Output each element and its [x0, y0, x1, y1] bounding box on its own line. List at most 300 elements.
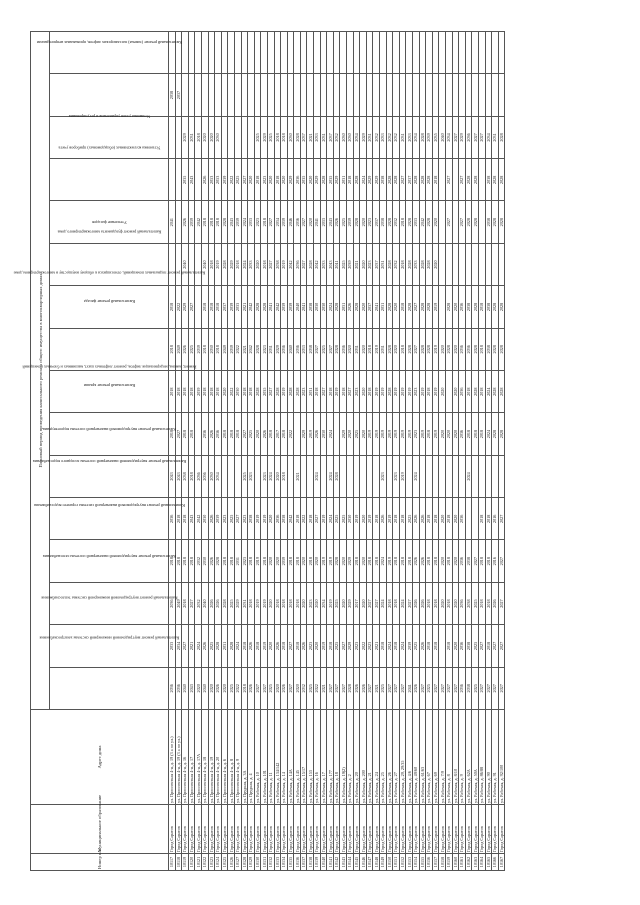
row-year-cell: 2018 [215, 201, 222, 243]
row-year-cell: 2027 [445, 201, 452, 243]
row-year-cell: 2018 [294, 582, 301, 624]
row-year-cell: 2018 [169, 540, 176, 582]
row-year-cell: 2020 [360, 582, 367, 624]
row-year-cell: 2032 [195, 582, 202, 624]
table-row [234, 32, 241, 871]
row-year-cell: 2019 [254, 498, 261, 540]
row-year-cell [188, 74, 195, 116]
row-year-cell: 2036 [169, 582, 176, 624]
row-year-cell: 2027 [472, 116, 479, 158]
row-year-cell [452, 74, 459, 116]
row-year-cell [300, 455, 307, 497]
row-year-cell: 2020 [452, 625, 459, 667]
row-year-cell: 2038 [485, 159, 492, 201]
row-year-cell: 2033 [412, 243, 419, 285]
row-year-cell [478, 159, 485, 201]
row-year-cell: 2028 [492, 159, 499, 201]
row-year-cell: 2020 [393, 328, 400, 370]
row-year-cell [208, 32, 215, 74]
row-year-cell: 2042 [287, 498, 294, 540]
row-year-cell: 2020 [307, 201, 314, 243]
row-year-cell [472, 455, 479, 497]
row-municipality: Город Саратов [307, 805, 314, 854]
row-year-cell [314, 74, 321, 116]
row-municipality: Город Саратов [267, 805, 274, 854]
row-year-cell: 2028 [472, 286, 479, 328]
row-year-cell: 2026 [412, 540, 419, 582]
row-year-cell [234, 455, 241, 497]
row-year-cell: 2028 [386, 371, 393, 413]
row-year-cell: 2027 [452, 667, 459, 709]
row-year-cell: 2018 [208, 201, 215, 243]
row-year-cell: 2028 [406, 201, 413, 243]
col-header-label: Капитальный ремонт подвальных помещений, относящихся к общему имуществу в многоквартирном доме [13, 270, 205, 276]
row-year-cell: 2018 [228, 413, 235, 455]
row-year-cell: 2042 [195, 201, 202, 243]
row-municipality: Город Саратов [419, 805, 426, 854]
row-year-cell: 2039 [195, 371, 202, 413]
row-year-cell: 2020 [300, 540, 307, 582]
table-row [360, 32, 367, 871]
row-year-cell: 2027 [498, 667, 505, 709]
table-row [175, 32, 182, 871]
col-header-label: Капитальный ремонт фундамента многоквартирного дома [57, 229, 161, 235]
row-year-cell: 2018 [399, 286, 406, 328]
row-number: 10160 [452, 854, 459, 871]
row-year-cell: 2036 [465, 116, 472, 158]
row-year-cell: 2028 [492, 413, 499, 455]
row-year-cell: 2018 [169, 413, 176, 455]
row-year-cell: 2018 [366, 328, 373, 370]
row-year-cell: 2029 [373, 159, 380, 201]
row-year-cell: 2018 [274, 116, 281, 158]
row-year-cell: 2020 [452, 582, 459, 624]
row-year-cell [459, 243, 466, 285]
row-year-cell [221, 74, 228, 116]
table-row [320, 32, 327, 871]
row-number: 10141 [327, 854, 334, 871]
row-year-cell [380, 32, 387, 74]
row-year-cell: 2027 [314, 498, 321, 540]
row-year-cell: 2020 [208, 116, 215, 158]
row-year-cell: 2027 [287, 667, 294, 709]
row-year-cell: 2019 [215, 243, 222, 285]
row-year-cell: 2026 [281, 667, 288, 709]
table-row [439, 32, 446, 871]
row-year-cell: 2036 [459, 328, 466, 370]
row-number: 10154 [412, 854, 419, 871]
row-year-cell: 2028 [492, 286, 499, 328]
row-year-cell [380, 74, 387, 116]
table-body [169, 32, 505, 871]
col-header-work-type [50, 371, 169, 413]
row-year-cell [333, 413, 340, 455]
row-year-cell: 2027 [478, 116, 485, 158]
row-year-cell: 2018 [426, 582, 433, 624]
row-year-cell: 2018 [478, 540, 485, 582]
row-year-cell [386, 455, 393, 497]
row-year-cell: 2019 [386, 540, 393, 582]
row-number: 10129 [248, 854, 255, 871]
col-header-work-type [50, 201, 169, 243]
row-year-cell: 2028 [254, 286, 261, 328]
row-year-cell: 2028 [465, 201, 472, 243]
row-year-cell: 2023 [412, 371, 419, 413]
row-year-cell: 2025 [333, 582, 340, 624]
row-address: ул. Рабочая, д. 29, 29/35 [399, 710, 406, 805]
row-address: ул. Рабочая, д. 101 [261, 710, 268, 805]
row-year-cell: 2028 [393, 159, 400, 201]
row-year-cell: 2019 [320, 540, 327, 582]
row-year-cell: 2018 [182, 540, 189, 582]
row-municipality: Город Саратов [406, 805, 413, 854]
row-year-cell: 2020 [340, 582, 347, 624]
row-year-cell: 2031 [380, 286, 387, 328]
row-year-cell: 2035 [432, 116, 439, 158]
row-year-cell: 2018 [208, 286, 215, 328]
row-address: ул. Рабочая, д. 200 [360, 710, 367, 805]
row-year-cell [169, 159, 176, 201]
row-municipality: Город Саратов [485, 805, 492, 854]
col-header-label: Капитальный ремонт крыши [83, 383, 135, 389]
row-municipality: Город Саратов [347, 805, 354, 854]
row-year-cell [228, 116, 235, 158]
row-address: ул. Рабочая, д. 25 [380, 710, 387, 805]
row-year-cell: 2037 [327, 116, 334, 158]
row-number: 10162 [465, 854, 472, 871]
row-year-cell: 2018 [353, 540, 360, 582]
row-address: ул. Рабочая, д. 62А [465, 710, 472, 805]
row-year-cell: 2023 [248, 455, 255, 497]
row-year-cell: 2034 [412, 116, 419, 158]
row-year-cell: 2022 [234, 328, 241, 370]
row-year-cell: 2028 [386, 328, 393, 370]
row-address: ул. Проспектная 4-я, д. 20 [215, 710, 222, 805]
row-year-cell: 2037 [221, 286, 228, 328]
row-year-cell: 2018 [261, 540, 268, 582]
row-year-cell: 2018 [445, 582, 452, 624]
row-year-cell: 2037 [406, 159, 413, 201]
row-year-cell: 2039 [228, 286, 235, 328]
row-year-cell: 2018 [208, 243, 215, 285]
row-year-cell: 2031 [492, 116, 499, 158]
row-year-cell: 2028 [492, 201, 499, 243]
row-address: ул. Рабочая, д. 14 [281, 710, 288, 805]
row-year-cell [386, 74, 393, 116]
row-year-cell: 2024 [399, 582, 406, 624]
row-year-cell: 2042 [248, 328, 255, 370]
row-year-cell: 2046 [287, 201, 294, 243]
row-municipality: Город Саратов [201, 805, 208, 854]
row-number: 10167 [498, 854, 505, 871]
row-year-cell: 2028 [254, 371, 261, 413]
row-year-cell: 2036 [175, 667, 182, 709]
row-year-cell [307, 455, 314, 497]
row-year-cell: 2018 [169, 371, 176, 413]
row-year-cell: 2025 [472, 667, 479, 709]
row-year-cell [320, 455, 327, 497]
row-year-cell [347, 74, 354, 116]
row-year-cell: 2019 [393, 413, 400, 455]
row-year-cell [294, 32, 301, 74]
row-year-cell: 2018 [327, 371, 334, 413]
row-year-cell: 2040 [201, 582, 208, 624]
row-year-cell: 2018 [465, 371, 472, 413]
row-year-cell: 2033 [300, 328, 307, 370]
row-year-cell: 2025 [426, 667, 433, 709]
row-year-cell: 2028 [386, 286, 393, 328]
row-year-cell: 2020 [314, 540, 321, 582]
row-year-cell: 2028 [294, 371, 301, 413]
row-year-cell [175, 243, 182, 285]
row-year-cell: 2018 [215, 328, 222, 370]
row-year-cell: 2032 [195, 540, 202, 582]
table-row [445, 32, 452, 871]
row-number: 10139 [314, 854, 321, 871]
row-year-cell [281, 74, 288, 116]
row-year-cell [360, 74, 367, 116]
row-year-cell: 2028 [498, 116, 505, 158]
row-year-cell [373, 455, 380, 497]
row-address: ул. Рабочая, д. 17 [320, 710, 327, 805]
row-year-cell: 2021 [241, 328, 248, 370]
row-year-cell: 2020 [360, 201, 367, 243]
row-year-cell: 2028 [221, 201, 228, 243]
row-year-cell: 2039 [406, 625, 413, 667]
row-year-cell: 2018 [248, 540, 255, 582]
row-year-cell: 2025 [228, 582, 235, 624]
row-number: 10133 [274, 854, 281, 871]
row-year-cell: 2026 [360, 667, 367, 709]
row-year-cell: 2018 [406, 540, 413, 582]
row-year-cell: 2049 [175, 582, 182, 624]
row-year-cell: 2025 [188, 328, 195, 370]
row-year-cell [254, 32, 261, 74]
row-year-cell: 2018 [195, 116, 202, 158]
row-municipality: Город Саратов [182, 805, 189, 854]
row-address: ул. Рабочая, д. 2 [347, 710, 354, 805]
row-year-cell: 2027 [498, 540, 505, 582]
row-year-cell [452, 32, 459, 74]
row-year-cell: 2020 [248, 159, 255, 201]
row-year-cell: 2018 [485, 540, 492, 582]
row-year-cell: 2028 [386, 159, 393, 201]
row-year-cell [452, 455, 459, 497]
row-year-cell [281, 32, 288, 74]
row-year-cell: 2028 [419, 159, 426, 201]
row-year-cell: 2025 [333, 625, 340, 667]
row-municipality: Город Саратов [439, 805, 446, 854]
row-year-cell: 2030 [347, 116, 354, 158]
row-year-cell [419, 455, 426, 497]
row-year-cell: 2039 [281, 201, 288, 243]
row-year-cell: 2020 [195, 667, 202, 709]
row-year-cell: 2030 [287, 116, 294, 158]
row-number: 10128 [241, 854, 248, 871]
row-year-cell: 2043 [175, 455, 182, 497]
row-year-cell: 2027 [340, 667, 347, 709]
row-year-cell: 2018 [261, 243, 268, 285]
row-year-cell: 2032 [386, 116, 393, 158]
row-year-cell: 2026 [182, 201, 189, 243]
row-year-cell: 2025 [320, 328, 327, 370]
row-year-cell [261, 32, 268, 74]
row-municipality: Город Саратов [254, 805, 261, 854]
row-municipality: Город Саратов [261, 805, 268, 854]
row-year-cell: 2025 [340, 201, 347, 243]
row-year-cell: 2019 [261, 625, 268, 667]
row-year-cell: 2018 [267, 413, 274, 455]
row-year-cell: 2026 [347, 286, 354, 328]
row-year-cell: 2037 [366, 286, 373, 328]
row-address: ул. Рабочая, д. 15/17 [300, 710, 307, 805]
row-year-cell [195, 243, 202, 285]
row-year-cell: 2018 [294, 625, 301, 667]
row-year-cell: 2036 [459, 498, 466, 540]
row-year-cell [445, 243, 452, 285]
row-address: ул. Рабочая, д. 18 [333, 710, 340, 805]
row-year-cell: 2020 [307, 159, 314, 201]
row-year-cell: 2027 [267, 201, 274, 243]
row-year-cell [267, 32, 274, 74]
row-year-cell: 2019 [366, 413, 373, 455]
row-municipality: Город Саратов [169, 805, 176, 854]
row-year-cell: 2028 [333, 540, 340, 582]
table-row [169, 32, 176, 871]
row-year-cell: 2023 [254, 201, 261, 243]
row-year-cell: 2019 [386, 498, 393, 540]
row-number: 10127 [234, 854, 241, 871]
row-address: ул. Рабочая, д. 61/63 [419, 710, 426, 805]
row-municipality: Город Саратов [188, 805, 195, 854]
row-year-cell: 2018 [294, 498, 301, 540]
row-year-cell: 2035 [327, 159, 334, 201]
row-year-cell: 2022 [287, 413, 294, 455]
row-year-cell: 2024 [380, 582, 387, 624]
row-year-cell: 2019 [399, 371, 406, 413]
table-row [287, 32, 294, 871]
row-year-cell: 2021 [294, 455, 301, 497]
row-year-cell: 2020 [347, 413, 354, 455]
row-year-cell [215, 32, 222, 74]
row-year-cell: 2018 [347, 159, 354, 201]
row-year-cell [320, 74, 327, 116]
row-year-cell: 2036 [465, 328, 472, 370]
table-row [182, 32, 189, 871]
row-year-cell: 2018 [234, 243, 241, 285]
row-year-cell: 2027 [412, 286, 419, 328]
row-number: 10166 [492, 854, 499, 871]
row-year-cell: 2032 [393, 116, 400, 158]
row-year-cell: 2038 [485, 328, 492, 370]
row-year-cell: 2031 [307, 371, 314, 413]
row-year-cell: 2018 [478, 413, 485, 455]
row-year-cell: 2029 [347, 625, 354, 667]
row-year-cell: 2020 [314, 625, 321, 667]
row-year-cell: 2029 [287, 159, 294, 201]
row-year-cell: 2018 [208, 371, 215, 413]
table-row [459, 32, 466, 871]
row-year-cell: 2018 [182, 413, 189, 455]
row-municipality: Город Саратов [314, 805, 321, 854]
row-year-cell: 2018 [426, 625, 433, 667]
row-year-cell: 2038 [380, 159, 387, 201]
row-year-cell: 2040 [439, 116, 446, 158]
row-year-cell: 2039 [281, 540, 288, 582]
row-year-cell: 2036 [459, 582, 466, 624]
row-year-cell: 2018 [274, 159, 281, 201]
row-year-cell: 2028 [353, 159, 360, 201]
row-year-cell [234, 74, 241, 116]
row-year-cell [445, 32, 452, 74]
row-year-cell: 2018 [175, 371, 182, 413]
row-year-cell [406, 455, 413, 497]
row-year-cell: 2041 [300, 286, 307, 328]
row-municipality: Город Саратов [241, 805, 248, 854]
row-year-cell: 2036 [201, 413, 208, 455]
col-header-label: Капитальный ремонт внутридомовой инженерной системы холодного водоснабжения [32, 459, 186, 465]
row-year-cell: 2018 [445, 625, 452, 667]
row-year-cell: 2025 [412, 625, 419, 667]
row-year-cell: 2027 [300, 201, 307, 243]
row-year-cell [287, 455, 294, 497]
row-year-cell: 2036 [215, 413, 222, 455]
row-year-cell [294, 413, 301, 455]
row-number: 10153 [406, 854, 413, 871]
row-number: 10157 [432, 854, 439, 871]
row-year-cell: 2018 [201, 371, 208, 413]
row-year-cell: 2020 [445, 413, 452, 455]
row-municipality: Город Саратов [353, 805, 360, 854]
row-year-cell: 2025 [267, 116, 274, 158]
row-number: 10124 [215, 854, 222, 871]
row-year-cell: 2022 [360, 625, 367, 667]
row-year-cell: 2023 [221, 498, 228, 540]
row-year-cell: 2019 [386, 413, 393, 455]
row-municipality: Город Саратов [459, 805, 466, 854]
row-year-cell [300, 74, 307, 116]
row-year-cell: 2033 [248, 243, 255, 285]
row-year-cell: 2038 [465, 625, 472, 667]
row-year-cell [472, 32, 479, 74]
row-year-cell [169, 116, 176, 158]
row-year-cell: 2018 [373, 540, 380, 582]
row-year-cell: 2039 [188, 201, 195, 243]
row-year-cell: 2038 [307, 286, 314, 328]
row-year-cell: 2038 [380, 201, 387, 243]
row-year-cell: 2018 [254, 625, 261, 667]
row-year-cell: 2026 [182, 328, 189, 370]
row-year-cell [492, 455, 499, 497]
row-year-cell: 2024 [195, 625, 202, 667]
row-year-cell: 2026 [314, 413, 321, 455]
row-year-cell [287, 32, 294, 74]
row-year-cell: 2017 [274, 413, 281, 455]
row-year-cell: 2026 [261, 413, 268, 455]
row-year-cell [459, 32, 466, 74]
row-year-cell: 2018 [366, 540, 373, 582]
row-year-cell [182, 74, 189, 116]
row-year-cell: 2037 [373, 201, 380, 243]
row-year-cell: 2018 [241, 625, 248, 667]
row-number: 10149 [380, 854, 387, 871]
row-year-cell: 2026 [419, 625, 426, 667]
row-year-cell: 2027 [485, 667, 492, 709]
row-year-cell: 2020 [221, 371, 228, 413]
row-year-cell: 2043 [188, 159, 195, 201]
row-year-cell: 2019 [373, 328, 380, 370]
row-number: 10138 [307, 854, 314, 871]
